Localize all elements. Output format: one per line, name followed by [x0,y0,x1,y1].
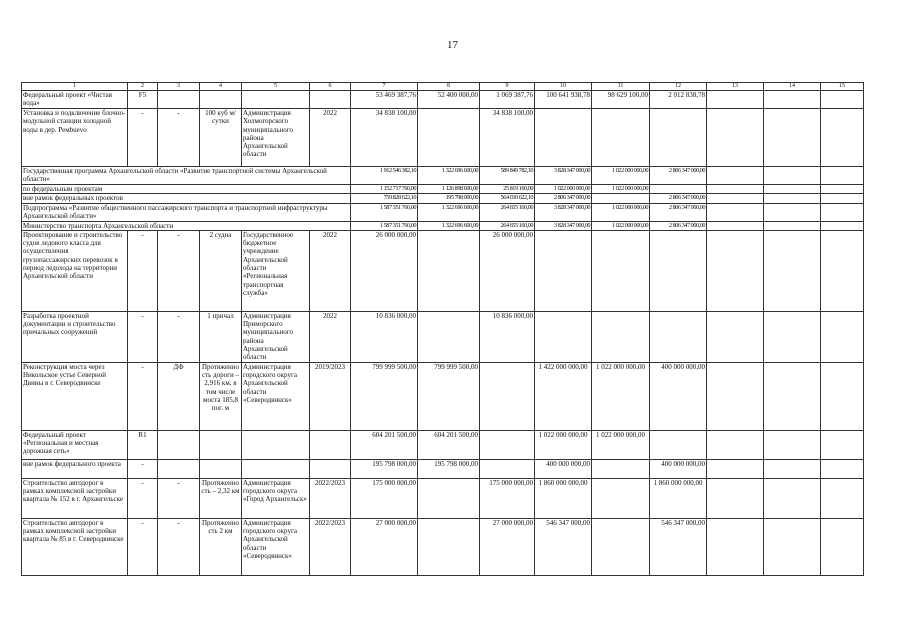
code-cell: - [158,230,200,311]
name-cell: Реконструкция моста через Никольское устье Северной Двины в г. Северодвинске [22,362,128,430]
code-cell: - [128,311,158,362]
executor-cell: Администрация городского округа Архангельской области «Северодвинск» [242,362,310,430]
column-number: 10 [535,83,592,91]
amount-cell: 799 999 500,00 [418,362,480,430]
year-cell: 2022/2023 [310,478,351,518]
amount-cell: 98 629 100,00 [592,91,650,109]
name-cell: Строительство автодорог в рамках комплексной застройки квартала № 152 в г. Архангельске [22,478,128,518]
code-cell: - [128,109,158,167]
column-number: 5 [242,83,310,91]
column-number: 12 [650,83,707,91]
amount-cell: 1 022 000 000,00 [592,185,650,194]
amount-cell: 1 022 000 000,00 [592,430,650,459]
column-number: 11 [592,83,650,91]
amount-cell: 1 022 000 000,00 [592,221,650,230]
amount-cell: 1 860 000 000,00 [535,478,592,518]
year-cell: 2022 [310,109,351,167]
column-number: 3 [158,83,200,91]
amount-cell: 1 022 000 000,00 [592,203,650,221]
amount-cell: 799 999 500,00 [351,362,418,430]
code-cell: F5 [128,91,158,109]
table-row [22,167,864,185]
amount-cell: 1 322 696 600,00 [418,203,480,221]
program-cell: по федеральным проектам [22,185,351,194]
capacity-cell: 100 куб м/сутки [200,109,242,167]
table-row [22,459,864,478]
amount-cell: 2 806 347 000,00 [650,194,707,203]
amount-cell: 564 030 622,10 [480,194,535,203]
table-row [22,203,864,221]
capacity-cell: 1 причал [200,311,242,362]
executor-cell: Государственное бюджетное учреждение Архангельской области «Региональная транспортная служба» [242,230,310,311]
amount-cell: 175 000 000,00 [351,478,418,518]
budget-table [21,82,864,576]
amount-cell: 1 587 351 760,00 [351,221,418,230]
name-cell: Разработка проектной документации и строительство причальных сооружений [22,311,128,362]
capacity-cell: 2 судна [200,230,242,311]
amount-cell: 25 819 160,00 [480,185,535,194]
amount-cell: 34 838 100,00 [480,109,535,167]
column-number: 13 [707,83,764,91]
column-number: 2 [128,83,158,91]
amount-cell: 1 022 000 000,00 [535,185,592,194]
code-cell: - [128,230,158,311]
amount-cell: 400 000 000,00 [535,459,592,478]
executor-cell: Администрация Приморского муниципального района Архангельской области [242,311,310,362]
amount-cell: 27 000 000,00 [480,518,535,575]
amount-cell: 2 012 838,78 [650,91,707,109]
code-cell: - [128,478,158,518]
year-cell: 2022 [310,230,351,311]
executor-cell: Администрация городского округа Архангельской области «Северодвинск» [242,518,310,575]
amount-cell: 3 828 347 000,00 [535,167,592,185]
amount-cell: 3 828 347 000,00 [535,203,592,221]
code-cell: - [128,459,158,478]
code-cell: - [158,109,200,167]
amount-cell: 1 022 000 000,00 [535,430,592,459]
name-cell: Федеральный проект «Чистая вода» [22,91,128,109]
table-row [22,109,864,167]
amount-cell: 400 000 000,00 [650,362,707,430]
amount-cell: 1 860 000 000,00 [650,478,707,518]
column-number: 7 [351,83,418,91]
amount-cell: 1 022 000 000,00 [592,362,650,430]
capacity-cell: Протяженность дороги – 2,916 км, в том числе моста 185,8 пог. м [200,362,242,430]
amount-cell: 2 806 347 000,00 [650,167,707,185]
name-cell: Установка и подключение блочно-модульной станции холодной воды в дер. Ремbuevo [22,109,128,167]
amount-cell: 1 069 387,76 [480,91,535,109]
table-row [22,478,864,518]
amount-cell: 175 000 000,00 [480,478,535,518]
amount-cell: 759 828 622,10 [351,194,418,203]
amount-cell: 1 587 351 760,00 [351,203,418,221]
code-cell: - [158,311,200,362]
name-cell: Проектирование и строительство судов ледового класса для осуществления грузопассажирских перевозок в период ледохода на территории Архангельской области [22,230,128,311]
amount-cell: 10 836 000,00 [351,311,418,362]
amount-cell: 1 022 000 000,00 [592,167,650,185]
capacity-cell: Протяженность 2 км [200,518,242,575]
amount-cell: 3 828 347 000,00 [535,221,592,230]
table-row [22,221,864,230]
amount-cell: 1 422 000 000,00 [535,362,592,430]
amount-cell: 2 806 347 000,00 [535,194,592,203]
column-number: 1 [22,83,128,91]
code-cell: - [158,478,200,518]
amount-cell: 2 806 347 000,00 [650,203,707,221]
amount-cell: 195 798 000,00 [418,194,480,203]
amount-cell: 53 469 387,76 [351,91,418,109]
program-cell: вне рамок федеральных проектов [22,194,351,203]
amount-cell: 546 347 000,00 [650,518,707,575]
column-number: 8 [418,83,480,91]
amount-cell: 26 000 000,00 [351,230,418,311]
amount-cell: 26 000 000,00 [480,230,535,311]
amount-cell: 10 836 000,00 [480,311,535,362]
amount-cell: 27 000 000,00 [351,518,418,575]
program-cell: Министерство транспорта Архангельской области [22,221,351,230]
table-row [22,430,864,459]
column-number: 9 [480,83,535,91]
program-cell: Государственная программа Архангельской области «Развитие транспортной системы Архангельской области» [22,167,351,185]
page-number: 17 [447,39,458,51]
amount-cell: 546 347 000,00 [535,518,592,575]
name-cell: Федеральный проект «Региональная и местная дорожная сеть» [22,430,128,459]
name-cell: Строительство автодорог в рамках комплексной застройки квартала № 85 в г. Северодвинске [22,518,128,575]
table-row [22,311,864,362]
table-row [22,185,864,194]
amount-cell: 195 798 000,00 [418,459,480,478]
amount-cell: 52 400 000,00 [418,91,480,109]
amount-cell: 1 126 898 600,00 [418,185,480,194]
column-number-row [22,83,864,91]
code-cell: - [158,518,200,575]
amount-cell: 1 152 717 760,00 [351,185,418,194]
year-cell: 2019/2023 [310,362,351,430]
amount-cell: 264 655 160,00 [480,203,535,221]
column-number: 6 [310,83,351,91]
amount-cell: 604 201 500,00 [351,430,418,459]
amount-cell: 34 838 100,00 [351,109,418,167]
table-row [22,91,864,109]
program-cell: Подпрограмма «Развитие общественного пассажирского транспорта и транспортной инфраструктуры Архангельской области» [22,203,351,221]
year-cell: 2022 [310,311,351,362]
column-number: 14 [764,83,821,91]
amount-cell: 604 201 500,00 [418,430,480,459]
amount-cell: 2 806 347 000,00 [650,221,707,230]
amount-cell: 264 655 160,00 [480,221,535,230]
column-number: 4 [200,83,242,91]
capacity-cell: Протяженность – 2,32 км [200,478,242,518]
amount-cell: 400 000 000,00 [650,459,707,478]
amount-cell: 589 849 782,10 [480,167,535,185]
column-number: 15 [821,83,864,91]
code-cell: ДФ [158,362,200,430]
table-row [22,230,864,311]
executor-cell: Администрация городского округа «Город Архангельск» [242,478,310,518]
year-cell: 2022/2023 [310,518,351,575]
code-cell: - [128,518,158,575]
table-row [22,194,864,203]
amount-cell: 1 322 696 600,00 [418,221,480,230]
table-row [22,362,864,430]
code-cell: R1 [128,430,158,459]
amount-cell: 1 322 696 600,00 [418,167,480,185]
amount-cell: 1 912 546 382,10 [351,167,418,185]
code-cell: - [128,362,158,430]
amount-cell: 100 641 938,78 [535,91,592,109]
amount-cell: 195 798 000,00 [351,459,418,478]
name-cell: вне рамок федерального проекта [22,459,128,478]
executor-cell: Администрация Холмогорского муниципального района Архангельской области [242,109,310,167]
table-row [22,518,864,575]
